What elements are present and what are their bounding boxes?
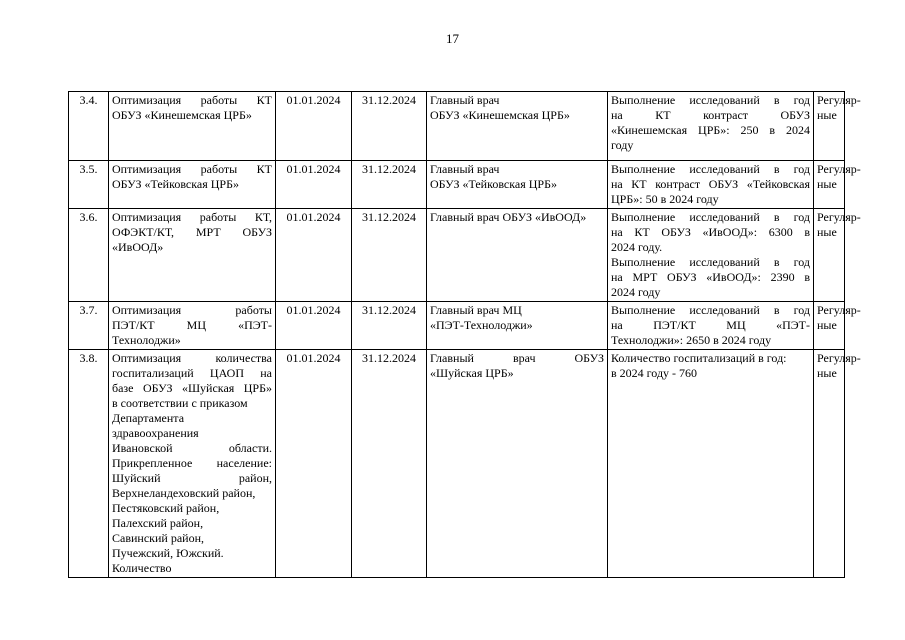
- cell-measure: [109, 350, 276, 578]
- cell-result-line: году: [611, 138, 634, 152]
- cell-frequency: [814, 350, 861, 578]
- cell-frequency-line: ные: [817, 225, 837, 239]
- table-row: [69, 161, 845, 209]
- cell-measure-line: ОФЭКТ/КТ, МРТ ОБУЗ: [112, 225, 272, 239]
- cell-responsible: [427, 302, 608, 350]
- cell-number: 3.6.: [69, 209, 109, 302]
- cell-frequency-line: ные: [817, 318, 837, 332]
- cell-measure-line: Оптимизация работы КТ,: [112, 210, 272, 224]
- cell-responsible-line: «ПЭТ-Технолоджи»: [430, 318, 533, 332]
- cell-start-date: 01.01.2024: [276, 302, 352, 350]
- cell-frequency: [814, 302, 861, 350]
- cell-number: 3.4.: [69, 92, 109, 161]
- cell-frequency-line: ные: [817, 366, 837, 380]
- cell-result-line: 2024 году.: [611, 240, 663, 254]
- cell-measure-line: Оптимизация работы: [112, 303, 272, 317]
- cell-start-date: 01.01.2024: [276, 350, 352, 578]
- cell-result-line: Выполнение исследований в год: [611, 210, 810, 224]
- cell-result-line: ЦРБ»: 50 в 2024 году: [611, 192, 719, 206]
- cell-measure-line: ПЭТ/КТ МЦ «ПЭТ-: [112, 318, 272, 332]
- cell-measure: [109, 209, 276, 302]
- cell-result: [608, 92, 814, 161]
- cell-measure-line: ОБУЗ «Кинешемская ЦРБ»: [112, 108, 252, 122]
- cell-end-date: 31.12.2024: [352, 350, 427, 578]
- cell-result-line: на КТ контраст ОБУЗ: [611, 108, 810, 122]
- cell-end-date: 31.12.2024: [352, 209, 427, 302]
- cell-measure: [109, 92, 276, 161]
- cell-measure-line: в соответствии с приказом: [112, 396, 248, 410]
- cell-responsible: [427, 209, 608, 302]
- cell-measure-line: Палехский район,: [112, 516, 204, 530]
- cell-number: 3.5.: [69, 161, 109, 209]
- cell-measure-line: Верхнеландеховский район,: [112, 486, 256, 500]
- cell-frequency-line: Регуляр-: [817, 93, 861, 107]
- cell-result: [608, 350, 814, 578]
- cell-result-line: Технолоджи»: 2650 в 2024 году: [611, 333, 772, 347]
- cell-measure-line: Прикрепленное население:: [112, 456, 272, 470]
- cell-number: 3.7.: [69, 302, 109, 350]
- cell-start-date: 01.01.2024: [276, 209, 352, 302]
- cell-result-line: в 2024 году - 760: [611, 366, 698, 380]
- cell-result-line: на ПЭТ/КТ МЦ «ПЭТ-: [611, 318, 810, 332]
- cell-responsible: [427, 350, 608, 578]
- cell-result-line: Выполнение исследований в год: [611, 162, 810, 176]
- cell-measure-line: ОБУЗ «Тейковская ЦРБ»: [112, 177, 239, 191]
- cell-result-line: Количество госпитализаций в год:: [611, 351, 787, 365]
- cell-measure: [109, 302, 276, 350]
- cell-measure-line: Департамента: [112, 411, 185, 425]
- cell-measure-line: Савинский район,: [112, 531, 205, 545]
- cell-measure-line: «ИвООД»: [112, 240, 164, 254]
- cell-frequency: [814, 161, 861, 209]
- table-row: [69, 350, 845, 578]
- table-body: [69, 92, 861, 578]
- cell-measure: [109, 161, 276, 209]
- cell-result: [608, 302, 814, 350]
- cell-result: [608, 209, 814, 302]
- cell-end-date: 31.12.2024: [352, 302, 427, 350]
- cell-frequency-line: Регуляр-: [817, 210, 861, 224]
- cell-measure-line: Ивановской области.: [112, 441, 272, 455]
- cell-responsible-line: Главный врач ОБУЗ: [430, 351, 604, 365]
- cell-measure-line: Шуйский район,: [112, 471, 272, 485]
- cell-frequency: [814, 92, 861, 161]
- cell-responsible-line: Главный врач ОБУЗ «ИвООД»: [430, 210, 587, 224]
- cell-result-line: 2024 году: [611, 285, 661, 299]
- cell-responsible: [427, 92, 608, 161]
- cell-measure-line: Количество: [112, 561, 172, 575]
- cell-result: [608, 161, 814, 209]
- cell-responsible-line: Главный врач: [430, 93, 500, 107]
- cell-result-line: на КТ ОБУЗ «ИвООД»: 6300 в: [611, 225, 810, 239]
- cell-responsible-line: Главный врач МЦ: [430, 303, 522, 317]
- table-row: [69, 92, 845, 161]
- cell-start-date: 01.01.2024: [276, 92, 352, 161]
- cell-measure-line: Оптимизация количества: [112, 351, 272, 365]
- cell-measure-line: Пучежский, Южский.: [112, 546, 224, 560]
- cell-result-line: «Кинешемская ЦРБ»: 250 в 2024: [611, 123, 810, 137]
- cell-measure-line: Технолоджи»: [112, 333, 181, 347]
- cell-measure-line: здравоохранения: [112, 426, 199, 440]
- cell-frequency-line: Регуляр-: [817, 351, 861, 365]
- cell-measure-line: Оптимизация работы КТ: [112, 93, 272, 107]
- cell-result-line: Выполнение исследований в год: [611, 255, 810, 269]
- table-row: [69, 302, 845, 350]
- cell-responsible-line: ОБУЗ «Кинешемская ЦРБ»: [430, 108, 570, 122]
- cell-result-line: Выполнение исследований в год: [611, 303, 810, 317]
- cell-frequency-line: ные: [817, 177, 837, 191]
- action-plan-table: [68, 91, 861, 578]
- cell-frequency-line: ные: [817, 108, 837, 122]
- cell-result-line: на КТ контраст ОБУЗ «Тейковская: [611, 177, 810, 191]
- cell-end-date: 31.12.2024: [352, 161, 427, 209]
- cell-measure-line: базе ОБУЗ «Шуйская ЦРБ»: [112, 381, 272, 395]
- cell-result-line: на МРТ ОБУЗ «ИвООД»: 2390 в: [611, 270, 810, 284]
- cell-responsible-line: ОБУЗ «Тейковская ЦРБ»: [430, 177, 557, 191]
- cell-responsible-line: Главный врач: [430, 162, 500, 176]
- table-row: [69, 209, 845, 302]
- cell-responsible-line: «Шуйская ЦРБ»: [430, 366, 514, 380]
- cell-start-date: 01.01.2024: [276, 161, 352, 209]
- cell-number: 3.8.: [69, 350, 109, 578]
- cell-responsible: [427, 161, 608, 209]
- cell-frequency-line: Регуляр-: [817, 303, 861, 317]
- cell-measure-line: Пестяковский район,: [112, 501, 220, 515]
- cell-measure-line: госпитализаций ЦАОП на: [112, 366, 272, 380]
- cell-frequency-line: Регуляр-: [817, 162, 861, 176]
- page-number: 17: [446, 31, 459, 46]
- cell-end-date: 31.12.2024: [352, 92, 427, 161]
- cell-frequency: [814, 209, 861, 302]
- cell-result-line: Выполнение исследований в год: [611, 93, 810, 107]
- cell-measure-line: Оптимизация работы КТ: [112, 162, 272, 176]
